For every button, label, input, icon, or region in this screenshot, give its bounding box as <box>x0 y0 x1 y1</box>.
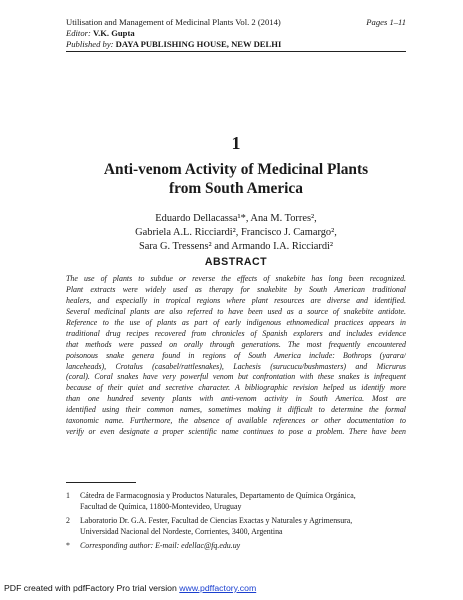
abstract-line: identified using their common names, sometimes making it difficult to determine the formal <box>66 405 406 415</box>
footnote-affiliation-2 <box>66 516 406 537</box>
abstract-line: verify or even designate a proper scientific name continues to pose a problem. There have been <box>66 427 406 437</box>
footnote-marker: 1 <box>66 491 70 500</box>
page-range: Pages 1–11 <box>366 17 406 27</box>
header-rule <box>66 51 406 52</box>
abstract-line: healers, and especially in tropical regions where plant resources are diverse and identified. <box>66 295 406 305</box>
abstract-line: than one hundred seventy plants with anti-venom activity in South America. Most are <box>66 394 406 404</box>
footnote-affiliation-1 <box>66 491 406 512</box>
pdffactory-link[interactable]: www.pdffactory.com <box>179 583 257 593</box>
running-header <box>66 17 406 50</box>
footnote-marker: * <box>66 541 70 551</box>
publisher-label: Published by: <box>66 39 116 49</box>
author-list <box>66 212 406 254</box>
author-line: Eduardo Dellacassa¹*, Ana M. Torres², <box>155 213 317 224</box>
book-title: Utilisation and Management of Medicinal Plants Vol. 2 (2014) <box>66 17 281 27</box>
abstract-line: that methods were passed on orally through generations. The most frequently encountered <box>66 339 406 349</box>
abstract-line: Reference to the use of plants as part of early indigenous ethnomedical practices appears in <box>66 317 406 327</box>
header-row-book <box>66 17 406 28</box>
footnote-line: Universidad Nacional del Nordeste, Corrientes, 3400, Argentina <box>80 526 283 536</box>
footnote-line: Laboratorio Dr. G.A. Fester, Facultad de Ciencias Exactas y Naturales y Agrimensura, <box>80 516 353 526</box>
chapter-number: 1 <box>231 133 241 153</box>
author-line: Gabriela A.L. Ricciardi², Francisco J. Camargo², <box>135 227 337 238</box>
editor-name: V.K. Gupta <box>92 28 135 38</box>
publisher-name: DAYA PUBLISHING HOUSE, NEW DELHI <box>115 39 282 49</box>
abstract-line: traditional drug recipes recovered from chronicles of Spanish explorers and includes evidence <box>66 328 406 338</box>
footnote-line: Facultad de Química, 11800-Montevideo, Uruguay <box>80 501 242 511</box>
abstract-line: because of their quiet and secretive character. A bibliographic revision helped us identify more <box>66 383 406 393</box>
abstract-heading: ABSTRACT <box>204 256 268 268</box>
footnotes <box>66 491 406 556</box>
abstract-line: Several medicinal plants are also referred to have been used as a source of snakebite antidote. <box>66 306 406 316</box>
abstract-line: lanceheads), Crotalus (casabel/rattlesnakes), Lachesis (surucucu/bushmasters) and Micrurus <box>66 361 406 371</box>
footnote-line: Corresponding author: E-mail: edellac@fq.edu.uy <box>80 541 241 551</box>
abstract-line: taxonomic name. Furthermore, the absence of available references or other documentation to <box>66 416 406 426</box>
header-row-editor <box>66 28 406 39</box>
chapter-title-line: from South America <box>169 180 303 197</box>
pdf-creator-footer <box>4 583 256 593</box>
footnote-rule <box>66 482 136 483</box>
editor-label: Editor: <box>66 28 93 38</box>
author-line: Sara G. Tressens² and Armando I.A. Ricciardi² <box>138 241 334 252</box>
abstract-line: poisonous snake genera found in regions of South America include: Bothrops (yarara/ <box>66 350 406 360</box>
footnote-corresponding-author <box>66 541 406 552</box>
abstract-body <box>66 274 406 438</box>
abstract-line: Plant extracts were widely used as therapy for snakebite by South American traditional <box>66 284 406 294</box>
chapter-title <box>66 160 406 198</box>
header-row-publisher <box>66 39 406 50</box>
footnote-marker: 2 <box>66 516 70 526</box>
abstract-line: (coral). Coral snakes have very powerful venom but confrontation with these snakes is infrequent <box>66 372 406 382</box>
footnote-line: Cátedra de Farmacognosia y Productos Naturales, Departamento de Química Orgánica, <box>80 491 356 500</box>
abstract-line: The use of plants to subdue or reverse the effects of snakebite has long been recognized. <box>66 274 406 283</box>
pdf-footer-text: PDF created with pdfFactory Pro trial version <box>4 583 180 593</box>
chapter-title-line: Anti-venom Activity of Medicinal Plants <box>103 161 369 178</box>
